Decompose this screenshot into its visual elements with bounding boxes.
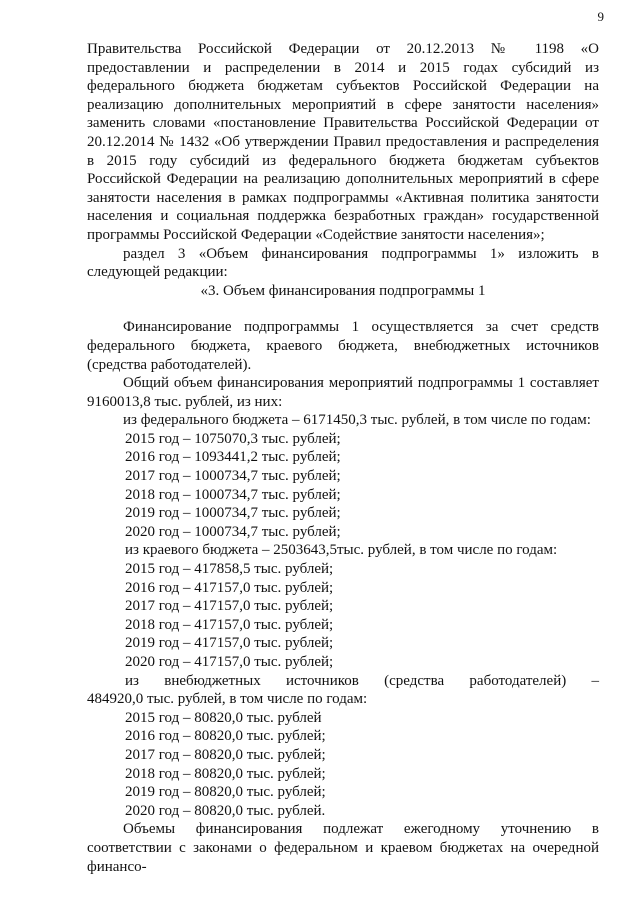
list-item: 2016 год – 1093441,2 тыс. рублей; <box>125 449 341 466</box>
list-item: 2019 год – 1000734,7 тыс. рублей; <box>125 505 341 522</box>
total-paragraph: Общий объем финансирования мероприятий подпрограммы 1 составляет 9160013,8 тыс. рублей, из них: <box>87 375 599 410</box>
financing-sources-paragraph: Финансирование подпрограммы 1 осуществляется за счет средств федерального бюджета, краевого бюджета, внебюджетных источников (средства работодателей). <box>87 319 599 373</box>
regional-list <box>87 560 599 672</box>
extra-budget-header-word: из <box>125 672 139 689</box>
extra-budget-list <box>87 709 599 821</box>
extra-budget-header <box>87 672 599 691</box>
document-body <box>87 40 599 876</box>
federal-list <box>87 430 599 542</box>
list-item: 2017 год – 417157,0 тыс. рублей; <box>125 598 334 615</box>
extra-budget-header-word: источников <box>285 672 359 689</box>
closing-paragraph: Объемы финансирования подлежат ежегодному уточнению в соответствии с законами о федеральном и краевом бюджетах на очередной финансо- <box>87 821 599 875</box>
section-heading: «3. Объем финансирования подпрограммы 1 <box>200 282 486 299</box>
list-item: 2015 год – 1075070,3 тыс. рублей; <box>125 430 341 447</box>
list-item: 2015 год – 417858,5 тыс. рублей; <box>125 561 334 578</box>
list-item: 2020 год – 80820,0 тыс. рублей. <box>125 802 326 819</box>
extra-budget-header-word: (средства <box>384 672 445 689</box>
regional-header: из краевого бюджета – 2503643,5тыс. рублей, в том числе по годам: <box>125 542 558 559</box>
section-instruction: раздел 3 «Объем финансирования подпрограммы 1» изложить в следующей редакции: <box>87 245 599 281</box>
list-item: 2018 год – 1000734,7 тыс. рублей; <box>125 486 341 503</box>
list-item: 2016 год – 80820,0 тыс. рублей; <box>125 728 326 745</box>
spacer <box>87 300 599 318</box>
list-item: 2018 год – 417157,0 тыс. рублей; <box>125 616 334 633</box>
list-item: 2020 год – 1000734,7 тыс. рублей; <box>125 523 341 540</box>
extra-budget-header-word: работодателей) <box>469 672 567 689</box>
list-item: 2020 год – 417157,0 тыс. рублей; <box>125 654 334 670</box>
extra-budget-header-continuation: 484920,0 тыс. рублей, в том числе по годам: <box>87 691 368 708</box>
federal-header: из федерального бюджета – 6171450,3 тыс. рублей, в том числе по годам: <box>123 412 591 429</box>
list-item: 2015 год – 80820,0 тыс. рублей <box>125 709 322 726</box>
extra-budget-header-word: внебюджетных <box>164 672 261 689</box>
extra-budget-header-word: – <box>591 672 599 689</box>
list-item: 2019 год – 80820,0 тыс. рублей; <box>125 784 326 801</box>
list-item: 2017 год – 1000734,7 тыс. рублей; <box>125 468 341 485</box>
intro-paragraph: Правительства Российской Федерации от 20.12.2013 № 1198 «О предоставлении и распределении в 2014 и 2015 годах субсидий из федерального бюджета бюджетам субъектов Российской Федерации на реализацию дополнительных мероприятий в сфере занятости населения» заменить словами «постановление Правительства Российской Федерации от 20.12.2014 № 1432 «Об утверждении Правил предоставления и распределения в 2015 году субсидий из федерального бюджета бюджетам субъектов Российской Федерации на реализацию дополнительных мероприятий в сфере занятости населения в рамках подпрограммы «Активная политика занятости населения и социальная поддержка безработных граждан» государственной программы Российской Федерации «Содействие занятости населения»; <box>87 41 599 243</box>
list-item: 2016 год – 417157,0 тыс. рублей; <box>125 579 334 596</box>
list-item: 2018 год – 80820,0 тыс. рублей; <box>125 765 326 782</box>
page-number: 9 <box>597 9 604 24</box>
list-item: 2017 год – 80820,0 тыс. рублей; <box>125 746 326 763</box>
list-item: 2019 год – 417157,0 тыс. рублей; <box>125 635 334 652</box>
